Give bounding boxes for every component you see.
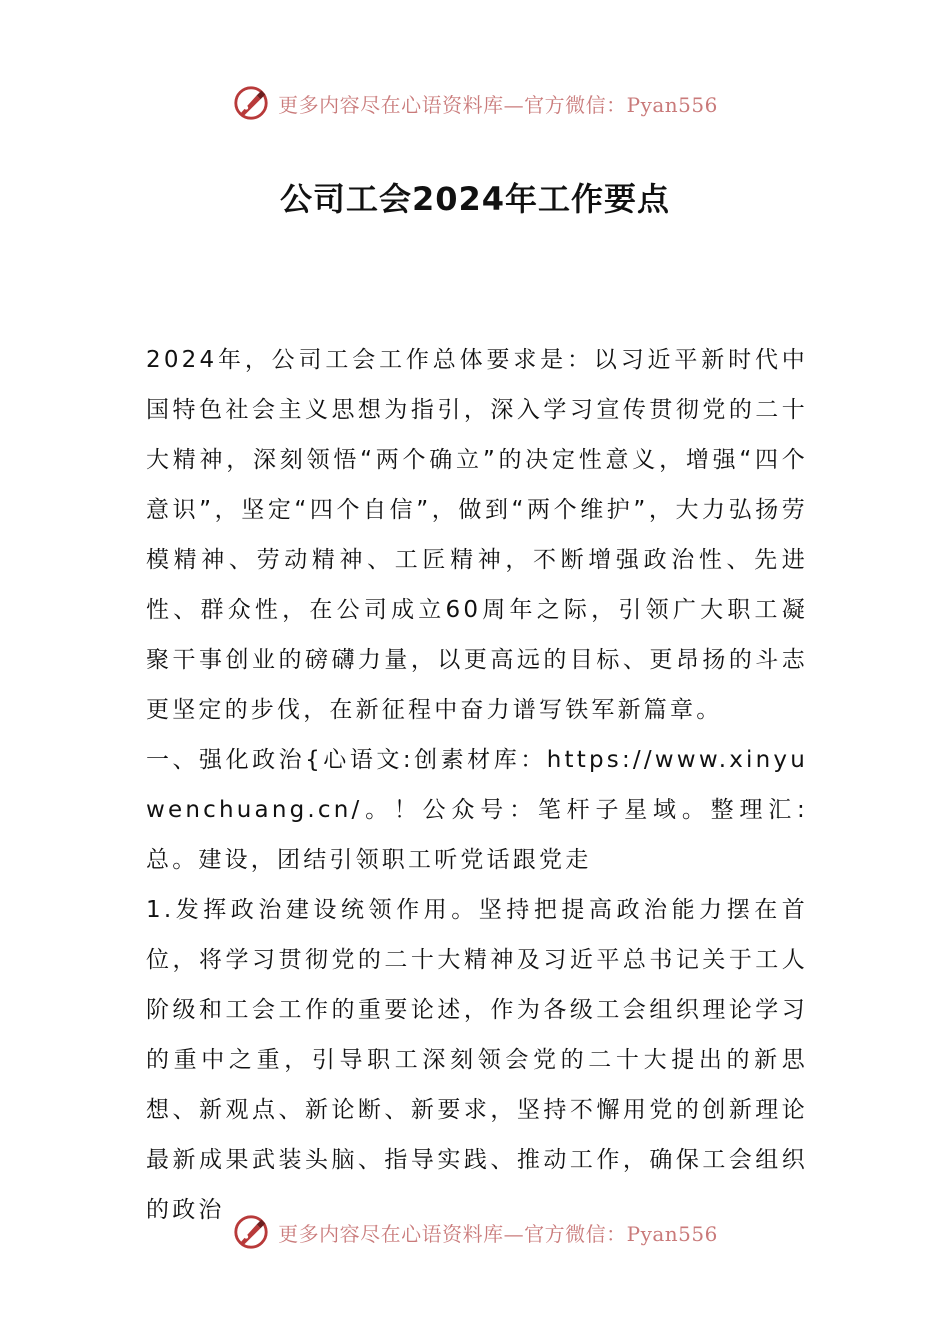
footer-banner-text: 更多内容尽在心语资料库—官方微信：Pyan556 xyxy=(278,1221,718,1246)
document-title: 公司工会2024年工作要点 xyxy=(279,180,671,218)
header-banner-text: 更多内容尽在心语资料库—官方微信：Pyan556 xyxy=(278,92,718,117)
pen-nib-logo-icon xyxy=(232,1213,270,1251)
header-banner xyxy=(0,79,950,127)
intro-paragraph: 2024年，公司工会工作总体要求是：以习近平新时代中国特色社会主义思想为指引，深入学习宣传贯彻党的二十大精神，深刻领悟“两个确立”的决定性意义，增强“四个意识”，坚定“四个自信”，做到“两个维护”，大力弘扬劳模精神、劳动精神、工匠精神，不断增强政治性、先进性、群众性，在公司成立60周年之际，引领广大职工凝聚干事创业的磅礴力量，以更高远的目标、更昂扬的斗志更坚定的步伐，在新征程中奋力谱写铁军新篇章。 xyxy=(146,347,808,723)
item-1-paragraph: 1.发挥政治建设统领作用。坚持把提高政治能力摆在首位，将学习贯彻党的二十大精神及习近平总书记关于工人阶级和工会工作的重要论述，作为各级工会组织理论学习的重中之重，引导职工深刻领会党的二十大提出的新思想、新观点、新论断、新要求，坚持不懈用党的创新理论最新成果武装头脑、指导实践、推动工作，确保工会组织的政治 xyxy=(146,897,808,1223)
section-heading-paragraph: 一、强化政治{心语文:创素材库：https://www.xinyuwenchuang.cn/。！公众号：笔杆子星域。整理汇:总。建设，团结引领职工听党话跟党走 xyxy=(146,747,808,873)
pen-nib-logo-icon xyxy=(232,84,270,122)
footer-banner xyxy=(0,1208,950,1256)
